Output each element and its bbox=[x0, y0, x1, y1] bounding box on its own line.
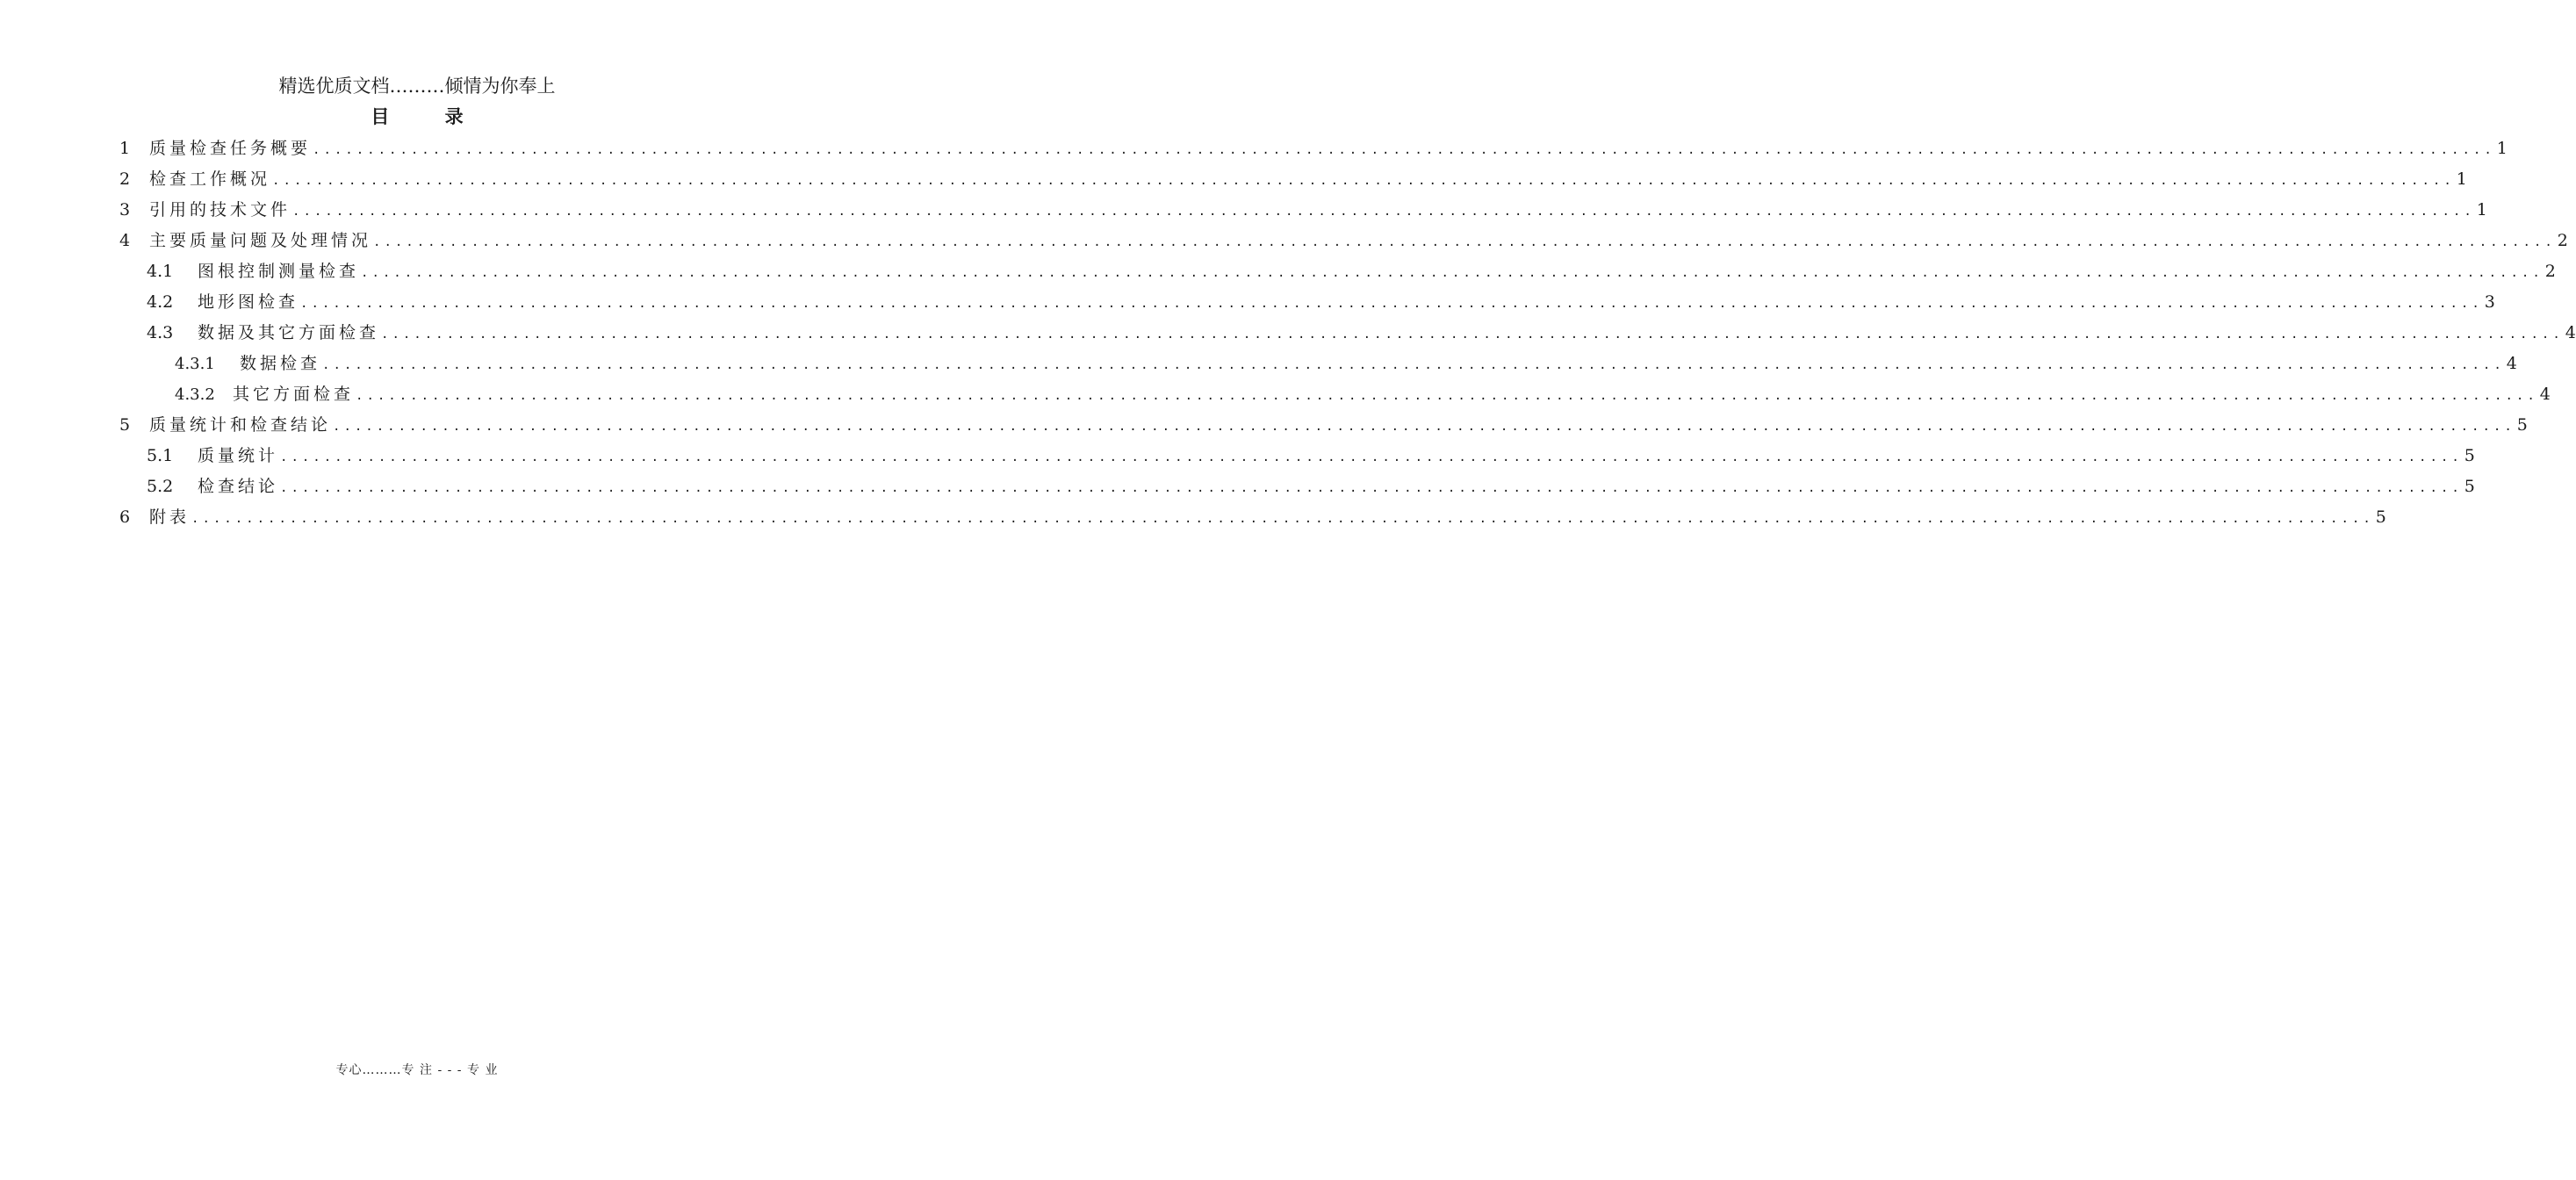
toc-entry-title: 数据及其它方面检查 bbox=[198, 323, 380, 342]
toc-leader-dots: ........................................................................................................................................................................................................ bbox=[313, 143, 2495, 157]
toc-entry-3[interactable] bbox=[119, 197, 2487, 219]
toc-entry-page: 2 bbox=[2557, 231, 2568, 250]
toc-entry-title: 检查结论 bbox=[198, 477, 279, 496]
toc-leader-dots: ........................................................................................................................................................................................................ bbox=[322, 358, 2505, 372]
toc-entry-title: 质量检查任务概要 bbox=[149, 139, 312, 158]
toc-entry-page: 5 bbox=[2464, 446, 2475, 465]
toc-leader-dots: ........................................................................................................................................................................................................ bbox=[373, 235, 2556, 249]
page-footer: 专心………专 注 - - - 专 业 bbox=[335, 1063, 499, 1077]
toc-entry-page: 5 bbox=[2464, 477, 2475, 496]
toc-entry-2[interactable] bbox=[119, 166, 2467, 189]
toc-entry-title: 检查工作概况 bbox=[149, 169, 271, 189]
toc-leader-dots: ........................................................................................................................................................................................................ bbox=[272, 174, 2455, 188]
toc-leader-dots: ........................................................................................................................................................................................................ bbox=[191, 512, 2374, 526]
toc-leader-dots: ........................................................................................................................................................................................................ bbox=[333, 420, 2515, 434]
toc-entry-4-3-1[interactable] bbox=[175, 350, 2517, 373]
toc-entry-page: 2 bbox=[2544, 262, 2556, 281]
toc-title: 目 录 bbox=[371, 105, 488, 127]
toc-entry-4[interactable] bbox=[119, 227, 2568, 250]
toc-entry-number: 4.3.1 bbox=[175, 355, 215, 373]
toc-entry-4-3-2[interactable] bbox=[175, 381, 2551, 404]
toc-entry-page: 1 bbox=[2456, 169, 2467, 189]
toc-entry-number: 4 bbox=[119, 231, 131, 250]
toc-entry-number: 6 bbox=[119, 507, 131, 527]
toc-leader-dots: ........................................................................................................................................................................................................ bbox=[280, 450, 2463, 464]
toc-entry-title: 质量统计 bbox=[198, 446, 279, 465]
toc-leader-dots: ........................................................................................................................................................................................................ bbox=[381, 327, 2564, 342]
toc-entry-number: 5.1 bbox=[147, 446, 174, 465]
toc-entry-1[interactable] bbox=[119, 135, 2508, 158]
toc-entry-4-1[interactable] bbox=[147, 258, 2556, 281]
toc-leader-dots: ........................................................................................................................................................................................................ bbox=[280, 481, 2463, 495]
toc-entry-6[interactable] bbox=[119, 504, 2386, 527]
toc-leader-dots: ........................................................................................................................................................................................................ bbox=[361, 266, 2544, 280]
toc-leader-dots: ........................................................................................................................................................................................................ bbox=[292, 205, 2475, 219]
page-header: 精选优质文档………倾情为你奉上 bbox=[278, 76, 556, 97]
toc-entry-title: 其它方面检查 bbox=[233, 385, 355, 404]
toc-entry-page: 4 bbox=[2506, 354, 2517, 373]
toc-entry-number: 2 bbox=[119, 169, 131, 189]
toc-entry-title: 质量统计和检查结论 bbox=[149, 415, 332, 435]
toc-entry-page: 5 bbox=[2516, 415, 2528, 435]
toc-entry-4-2[interactable] bbox=[147, 289, 2495, 312]
toc-entry-number: 4.2 bbox=[147, 292, 174, 312]
toc-entry-title: 主要质量问题及处理情况 bbox=[149, 231, 372, 250]
toc-entry-title: 引用的技术文件 bbox=[149, 200, 291, 219]
toc-entry-title: 图根控制测量检查 bbox=[198, 262, 360, 281]
toc-leader-dots: ........................................................................................................................................................................................................ bbox=[300, 297, 2483, 311]
toc-entry-title: 数据检查 bbox=[240, 354, 321, 373]
toc-entry-number: 4.3 bbox=[147, 323, 174, 342]
toc-entry-number: 1 bbox=[119, 139, 131, 158]
toc-entry-page: 3 bbox=[2484, 292, 2495, 312]
toc-entry-page: 1 bbox=[2476, 200, 2487, 219]
toc-entry-page: 4 bbox=[2565, 323, 2576, 342]
toc-entry-page: 1 bbox=[2496, 139, 2508, 158]
toc-entry-page: 4 bbox=[2539, 385, 2551, 404]
toc-entry-number: 5.2 bbox=[147, 477, 174, 496]
toc-entry-number: 3 bbox=[119, 200, 131, 219]
toc-leader-dots: ........................................................................................................................................................................................................ bbox=[356, 389, 2538, 403]
toc-entry-5-2[interactable] bbox=[147, 473, 2475, 496]
toc-entry-title: 地形图检查 bbox=[198, 292, 299, 312]
toc-entry-number: 4.3.2 bbox=[175, 385, 215, 404]
toc-entry-title: 附表 bbox=[149, 507, 191, 527]
toc-entry-page: 5 bbox=[2375, 507, 2386, 527]
toc-entry-5-1[interactable] bbox=[147, 442, 2475, 465]
toc-entry-5[interactable] bbox=[119, 412, 2528, 435]
toc-entry-number: 5 bbox=[119, 415, 131, 435]
toc-entry-number: 4.1 bbox=[147, 262, 174, 281]
toc-entry-4-3[interactable] bbox=[147, 320, 2576, 342]
